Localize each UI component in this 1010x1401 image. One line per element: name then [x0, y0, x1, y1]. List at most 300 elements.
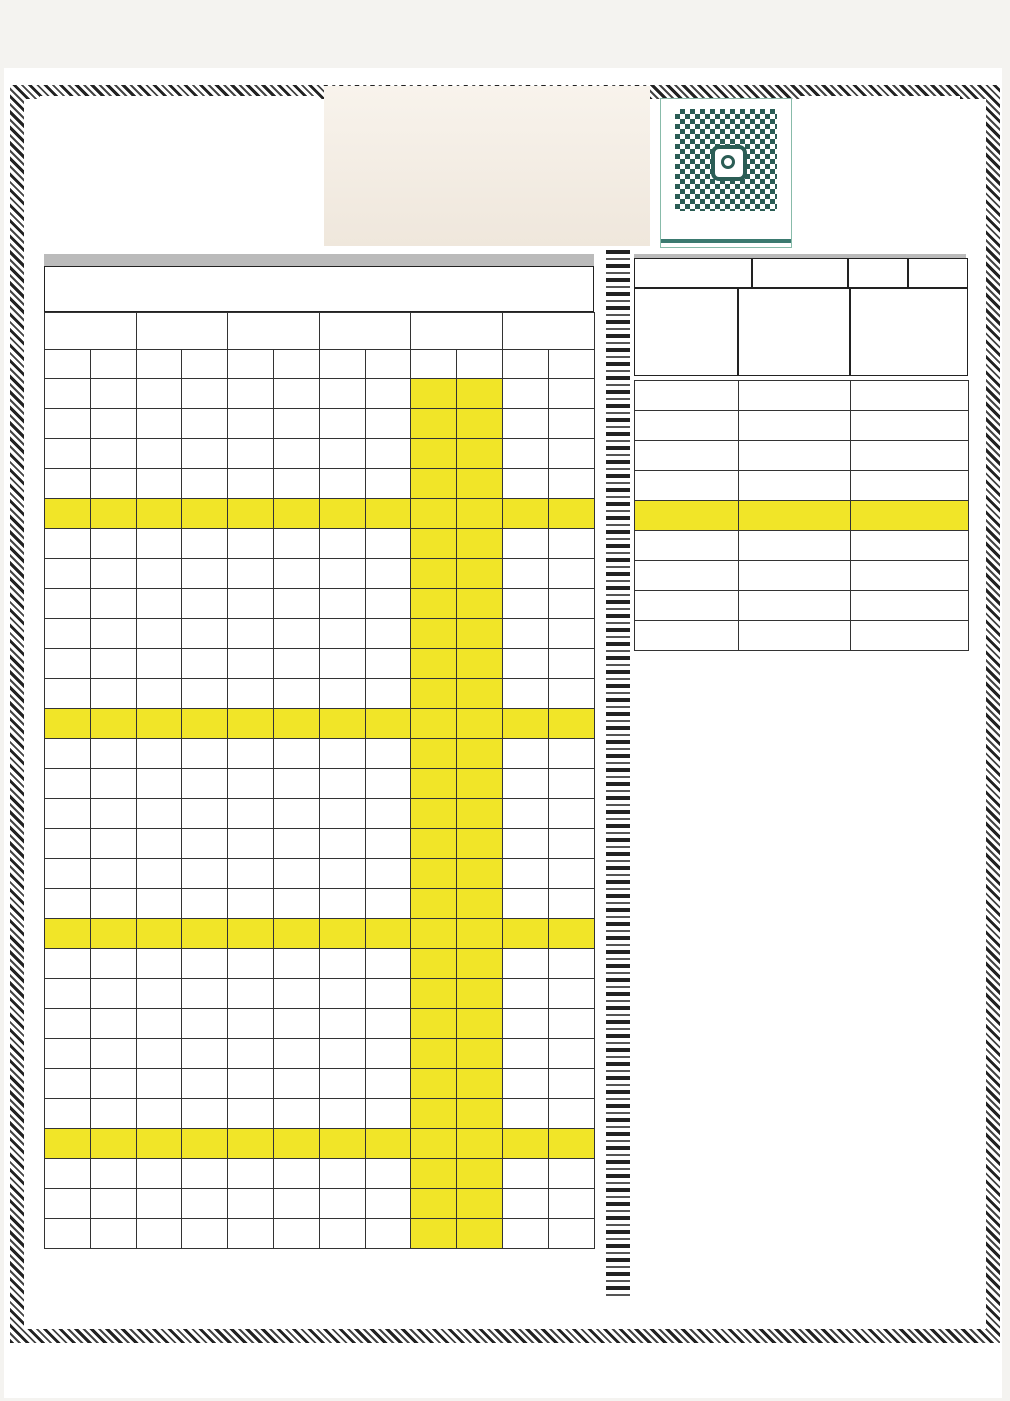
time-cell: [228, 649, 274, 679]
time-cell: [457, 619, 503, 649]
time-cell: [45, 379, 91, 409]
time-cell: [182, 679, 228, 709]
month-col-label: [848, 258, 908, 288]
time-cell: [365, 1069, 411, 1099]
time-cell: [273, 739, 319, 769]
time-cell: [502, 439, 548, 469]
time-cell: [411, 1189, 457, 1219]
time-cell: [90, 529, 136, 559]
time-cell: [365, 1039, 411, 1069]
prayer-row: [45, 1219, 595, 1249]
time-cell: [457, 469, 503, 499]
time-cell: [182, 769, 228, 799]
time-cell: [90, 439, 136, 469]
time-cell: [182, 1189, 228, 1219]
time-cell: [182, 739, 228, 769]
time-cell: [502, 1219, 548, 1249]
time-cell: [502, 679, 548, 709]
time-cell: [548, 379, 594, 409]
time-cell: [457, 1069, 503, 1099]
time-cell: [136, 1159, 182, 1189]
hour-unit-label: [228, 350, 274, 379]
time-cell: [228, 1009, 274, 1039]
time-cell: [411, 1009, 457, 1039]
time-cell: [457, 739, 503, 769]
time-cell: [228, 439, 274, 469]
time-cell: [319, 1009, 365, 1039]
prayer-row: [45, 859, 595, 889]
time-cell: [45, 769, 91, 799]
time-cell: [182, 619, 228, 649]
minute-unit-label: [273, 350, 319, 379]
time-cell: [457, 589, 503, 619]
time-cell: [457, 709, 503, 739]
time-cell: [182, 919, 228, 949]
time-cell: [457, 799, 503, 829]
time-cell: [273, 1009, 319, 1039]
time-cell: [228, 979, 274, 1009]
time-cell: [182, 829, 228, 859]
time-cell: [502, 979, 548, 1009]
time-cell: [136, 589, 182, 619]
unit-labels-row: [45, 350, 595, 379]
time-cell: [228, 679, 274, 709]
time-cell: [136, 979, 182, 1009]
time-cell: [90, 1099, 136, 1129]
time-cell: [273, 379, 319, 409]
prayer-row: [45, 1009, 595, 1039]
time-cell: [411, 559, 457, 589]
time-cell: [136, 889, 182, 919]
time-cell: [365, 469, 411, 499]
time-cell: [45, 1039, 91, 1069]
time-cell: [228, 619, 274, 649]
time-cell: [136, 739, 182, 769]
time-cell: [182, 559, 228, 589]
prayer-row: [45, 439, 595, 469]
time-cell: [45, 469, 91, 499]
time-cell: [182, 949, 228, 979]
hijri-day-cell: [635, 621, 739, 651]
minute-unit-label: [90, 350, 136, 379]
time-cell: [319, 1129, 365, 1159]
weekday-cell: [851, 471, 969, 501]
time-cell: [273, 589, 319, 619]
time-cell: [90, 739, 136, 769]
time-cell: [182, 1039, 228, 1069]
gregorian-day-cell: [739, 591, 851, 621]
isha-header: [45, 313, 137, 350]
time-cell: [457, 829, 503, 859]
time-cell: [273, 1189, 319, 1219]
time-cell: [136, 1219, 182, 1249]
time-cell: [411, 1129, 457, 1159]
time-cell: [502, 649, 548, 679]
time-cell: [273, 979, 319, 1009]
time-cell: [319, 559, 365, 589]
hijri-day-cell: [635, 591, 739, 621]
time-cell: [502, 769, 548, 799]
time-cell: [457, 529, 503, 559]
time-cell: [319, 679, 365, 709]
gregorian-day-cell: [739, 471, 851, 501]
time-cell: [548, 829, 594, 859]
time-cell: [411, 1099, 457, 1129]
hijri-day-cell: [635, 471, 739, 501]
time-cell: [182, 1099, 228, 1129]
time-cell: [548, 979, 594, 1009]
time-cell: [228, 799, 274, 829]
time-cell: [136, 649, 182, 679]
time-cell: [457, 679, 503, 709]
time-cell: [182, 589, 228, 619]
time-cell: [45, 1189, 91, 1219]
gregorian-day-cell: [739, 441, 851, 471]
center-divider-border: [606, 250, 630, 1300]
time-cell: [90, 1219, 136, 1249]
fajr-header: [502, 313, 594, 350]
time-cell: [411, 1159, 457, 1189]
time-cell: [182, 799, 228, 829]
time-cell: [365, 499, 411, 529]
time-cell: [136, 679, 182, 709]
time-cell: [45, 1219, 91, 1249]
time-cell: [136, 559, 182, 589]
time-cell: [411, 679, 457, 709]
time-cell: [502, 379, 548, 409]
time-cell: [182, 859, 228, 889]
prayer-row: [45, 559, 595, 589]
time-cell: [45, 739, 91, 769]
time-cell: [365, 1189, 411, 1219]
time-cell: [548, 1159, 594, 1189]
time-cell: [457, 859, 503, 889]
time-cell: [90, 979, 136, 1009]
time-cell: [273, 439, 319, 469]
hour-unit-label: [502, 350, 548, 379]
time-cell: [273, 799, 319, 829]
time-cell: [548, 1009, 594, 1039]
time-cell: [273, 619, 319, 649]
prayer-row: [45, 679, 595, 709]
time-cell: [182, 409, 228, 439]
time-cell: [136, 1069, 182, 1099]
time-cell: [502, 709, 548, 739]
time-cell: [228, 379, 274, 409]
time-cell: [273, 1069, 319, 1099]
date-row: [635, 501, 969, 531]
hijri-year-cell: [634, 288, 738, 376]
time-cell: [45, 799, 91, 829]
time-cell: [319, 499, 365, 529]
time-cell: [273, 499, 319, 529]
time-cell: [319, 439, 365, 469]
asr-header: [228, 313, 320, 350]
weekday-cell: [851, 381, 969, 411]
qr-code: [675, 109, 777, 211]
time-cell: [90, 649, 136, 679]
time-cell: [411, 979, 457, 1009]
prayer-row: [45, 709, 595, 739]
time-cell: [90, 859, 136, 889]
time-cell: [273, 649, 319, 679]
time-cell: [45, 1099, 91, 1129]
time-cell: [90, 829, 136, 859]
time-cell: [548, 1219, 594, 1249]
time-cell: [365, 709, 411, 739]
time-cell: [365, 1159, 411, 1189]
time-cell: [411, 1219, 457, 1249]
gregorian-day-cell: [739, 621, 851, 651]
time-cell: [45, 889, 91, 919]
time-cell: [45, 619, 91, 649]
time-cell: [90, 679, 136, 709]
minute-unit-label: [548, 350, 594, 379]
weekday-cell: [851, 561, 969, 591]
hour-unit-label: [319, 350, 365, 379]
time-cell: [319, 379, 365, 409]
instagram-icon: [711, 145, 747, 181]
time-cell: [90, 1159, 136, 1189]
hijri-day-cell: [635, 501, 739, 531]
time-cell: [228, 499, 274, 529]
sunrise-header: [411, 313, 503, 350]
time-cell: [90, 1039, 136, 1069]
time-cell: [365, 739, 411, 769]
time-cell: [319, 409, 365, 439]
time-cell: [319, 859, 365, 889]
time-cell: [228, 1219, 274, 1249]
weekday-cell: [851, 501, 969, 531]
hijri-day-cell: [635, 381, 739, 411]
prayer-times-table: [44, 312, 595, 1249]
time-cell: [45, 409, 91, 439]
time-cell: [548, 559, 594, 589]
time-cell: [502, 949, 548, 979]
time-cell: [319, 919, 365, 949]
time-cell: [502, 829, 548, 859]
time-cell: [365, 919, 411, 949]
time-cell: [365, 679, 411, 709]
qr-code-box[interactable]: [660, 98, 792, 248]
time-cell: [45, 529, 91, 559]
time-cell: [273, 1159, 319, 1189]
time-cell: [548, 1069, 594, 1099]
qr-label: [661, 239, 791, 243]
time-cell: [228, 1189, 274, 1219]
time-cell: [45, 829, 91, 859]
time-cell: [45, 1009, 91, 1039]
hijri-label: [634, 258, 752, 288]
time-cell: [411, 469, 457, 499]
time-cell: [319, 589, 365, 619]
date-row: [635, 531, 969, 561]
month-title-box: [40, 96, 318, 244]
time-cell: [136, 829, 182, 859]
hour-unit-label: [411, 350, 457, 379]
prayer-table-title: [44, 266, 594, 312]
time-cell: [457, 379, 503, 409]
time-cell: [548, 949, 594, 979]
time-cell: [228, 529, 274, 559]
dates-table: [634, 380, 969, 651]
time-cell: [90, 469, 136, 499]
time-cell: [136, 859, 182, 889]
gregorian-day-cell: [739, 381, 851, 411]
time-cell: [228, 469, 274, 499]
gregorian-day-cell: [739, 561, 851, 591]
time-cell: [319, 1219, 365, 1249]
prayer-row: [45, 1069, 595, 1099]
time-cell: [182, 1219, 228, 1249]
time-cell: [457, 649, 503, 679]
time-cell: [228, 709, 274, 739]
time-cell: [273, 919, 319, 949]
time-cell: [273, 889, 319, 919]
time-cell: [45, 949, 91, 979]
time-cell: [411, 1039, 457, 1069]
time-cell: [502, 529, 548, 559]
time-cell: [273, 769, 319, 799]
time-cell: [548, 739, 594, 769]
time-cell: [228, 919, 274, 949]
time-cell: [548, 529, 594, 559]
time-cell: [90, 919, 136, 949]
time-cell: [90, 1189, 136, 1219]
time-cell: [228, 1129, 274, 1159]
prayer-row: [45, 949, 595, 979]
time-cell: [273, 469, 319, 499]
hijri-day-cell: [635, 411, 739, 441]
date-row: [635, 441, 969, 471]
time-cell: [319, 769, 365, 799]
time-cell: [136, 1129, 182, 1159]
time-cell: [548, 649, 594, 679]
time-cell: [502, 499, 548, 529]
time-cell: [365, 1009, 411, 1039]
time-cell: [411, 889, 457, 919]
time-cell: [411, 499, 457, 529]
time-cell: [548, 409, 594, 439]
time-cell: [273, 559, 319, 589]
gregorian-day-cell: [739, 411, 851, 441]
time-cell: [136, 1039, 182, 1069]
time-cell: [228, 829, 274, 859]
time-cell: [182, 439, 228, 469]
time-cell: [45, 859, 91, 889]
time-cell: [136, 529, 182, 559]
time-cell: [365, 379, 411, 409]
time-cell: [45, 1069, 91, 1099]
time-cell: [365, 889, 411, 919]
gregorian-day-cell: [739, 531, 851, 561]
time-cell: [136, 379, 182, 409]
time-cell: [45, 919, 91, 949]
time-cell: [273, 1039, 319, 1069]
time-cell: [90, 949, 136, 979]
time-cell: [90, 499, 136, 529]
time-cell: [319, 469, 365, 499]
time-cell: [228, 949, 274, 979]
time-cell: [502, 469, 548, 499]
time-cell: [228, 1099, 274, 1129]
time-cell: [319, 709, 365, 739]
time-cell: [365, 859, 411, 889]
time-cell: [548, 1099, 594, 1129]
time-cell: [548, 1039, 594, 1069]
time-cell: [90, 799, 136, 829]
prayer-names-row: [45, 313, 595, 350]
time-cell: [502, 1159, 548, 1189]
time-cell: [411, 589, 457, 619]
time-cell: [365, 949, 411, 979]
weekday-cell: [851, 621, 969, 651]
time-cell: [45, 589, 91, 619]
time-cell: [273, 709, 319, 739]
time-cell: [273, 829, 319, 859]
time-cell: [319, 1159, 365, 1189]
time-cell: [411, 409, 457, 439]
time-cell: [90, 1069, 136, 1099]
cities-box: [800, 96, 960, 246]
time-cell: [548, 889, 594, 919]
time-cell: [502, 1069, 548, 1099]
prayer-row: [45, 589, 595, 619]
time-cell: [182, 709, 228, 739]
time-cell: [411, 769, 457, 799]
minute-unit-label: [365, 350, 411, 379]
time-cell: [365, 649, 411, 679]
time-cell: [182, 889, 228, 919]
time-cell: [411, 829, 457, 859]
time-cell: [457, 769, 503, 799]
time-cell: [548, 679, 594, 709]
time-cell: [182, 1009, 228, 1039]
time-cell: [502, 619, 548, 649]
time-cell: [411, 799, 457, 829]
time-cell: [228, 859, 274, 889]
time-cell: [90, 589, 136, 619]
time-cell: [411, 949, 457, 979]
time-cell: [136, 469, 182, 499]
prayer-row: [45, 379, 595, 409]
time-cell: [90, 379, 136, 409]
time-cell: [182, 1069, 228, 1099]
time-cell: [273, 529, 319, 559]
time-cell: [228, 409, 274, 439]
time-cell: [182, 1129, 228, 1159]
time-cell: [502, 589, 548, 619]
time-cell: [319, 649, 365, 679]
hijri-day-cell: [635, 441, 739, 471]
time-cell: [228, 589, 274, 619]
time-cell: [411, 859, 457, 889]
time-cell: [319, 1069, 365, 1099]
time-cell: [319, 949, 365, 979]
time-cell: [457, 979, 503, 1009]
week-days-label: [850, 288, 968, 376]
prayer-row: [45, 1039, 595, 1069]
time-cell: [457, 499, 503, 529]
time-cell: [228, 559, 274, 589]
time-cell: [548, 859, 594, 889]
time-cell: [45, 559, 91, 589]
time-cell: [90, 769, 136, 799]
time-cell: [136, 949, 182, 979]
time-cell: [548, 799, 594, 829]
date-row: [635, 471, 969, 501]
time-cell: [228, 1069, 274, 1099]
